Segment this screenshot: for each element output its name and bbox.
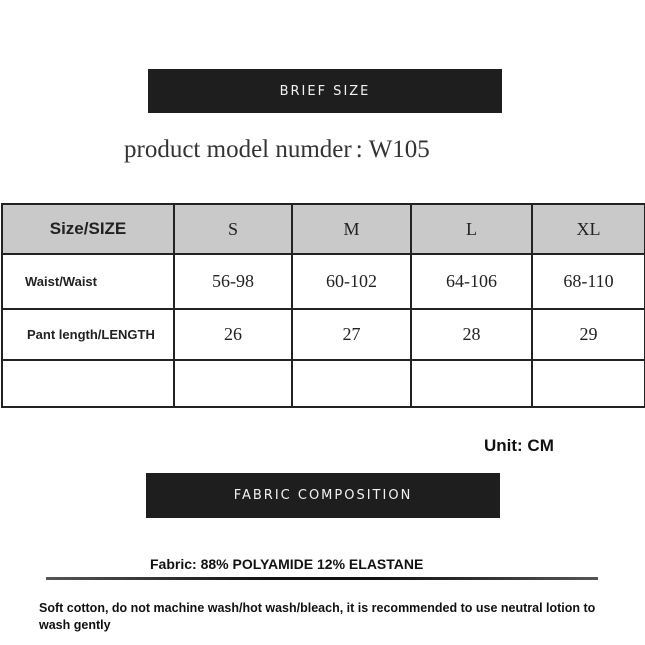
size-header-label: Size/SIZE — [2, 204, 174, 254]
brief-size-title: BRIEF SIZE — [279, 83, 371, 99]
table-row — [2, 309, 645, 360]
model-label: product model numder — [124, 136, 352, 163]
size-table-header-row — [2, 204, 645, 254]
empty-cell — [174, 360, 292, 407]
model-separator: : — [355, 136, 363, 163]
table-row — [2, 360, 645, 407]
empty-cell — [292, 360, 411, 407]
divider — [46, 577, 598, 580]
size-table — [1, 203, 645, 408]
waist-s: 56-98 — [174, 254, 292, 309]
brief-size-banner — [148, 69, 502, 113]
size-header-s: S — [174, 204, 292, 254]
length-s: 26 — [174, 309, 292, 360]
model-value: W105 — [368, 136, 430, 163]
size-header-xl: XL — [532, 204, 645, 254]
empty-row-label — [2, 360, 174, 407]
empty-cell — [532, 360, 645, 407]
waist-label: Waist/Waist — [2, 254, 174, 309]
size-header-m: M — [292, 204, 411, 254]
product-model-line — [124, 136, 430, 164]
length-m: 27 — [292, 309, 411, 360]
fabric-composition-title: FABRIC COMPOSITION — [233, 488, 413, 503]
waist-m: 60-102 — [292, 254, 411, 309]
waist-xl: 68-110 — [532, 254, 645, 309]
pant-length-label: Pant length/LENGTH — [2, 309, 174, 360]
length-xl: 29 — [532, 309, 645, 360]
size-header-l: L — [411, 204, 532, 254]
fabric-composition-banner — [146, 473, 500, 518]
empty-cell — [411, 360, 532, 407]
waist-l: 64-106 — [411, 254, 532, 309]
unit-label: Unit: CM — [484, 436, 554, 455]
length-l: 28 — [411, 309, 532, 360]
care-instructions: Soft cotton, do not machine wash/hot wash/bleach, it is recommended to use neutral lotion to wash gently — [39, 601, 596, 632]
fabric-text: Fabric: 88% POLYAMIDE 12% ELASTANE — [150, 556, 424, 572]
table-row — [2, 254, 645, 309]
